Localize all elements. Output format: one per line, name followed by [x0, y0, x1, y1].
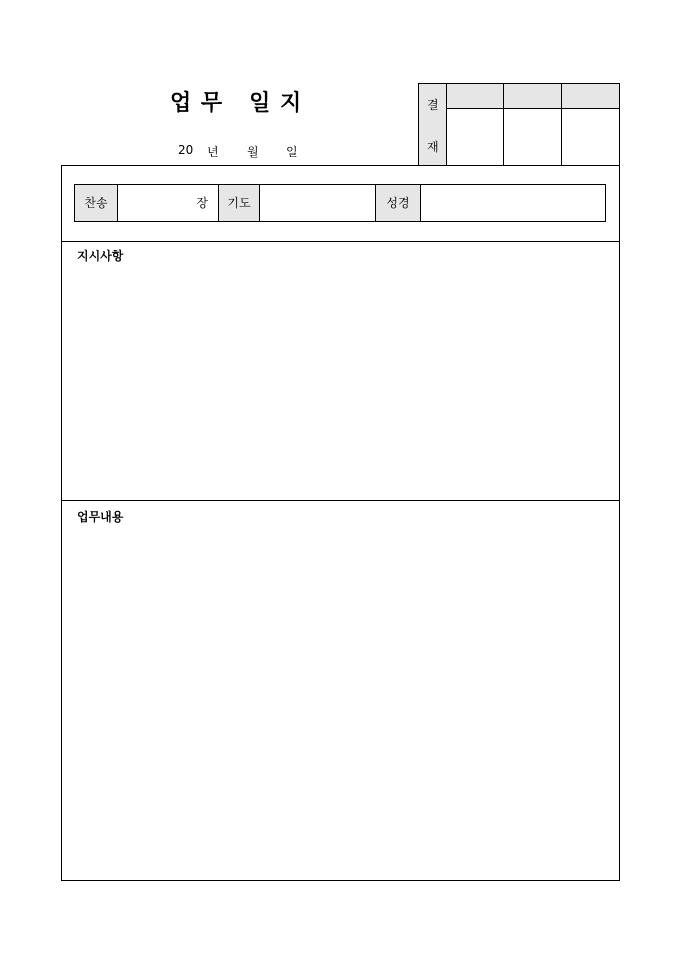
approval-label-top: 결	[427, 98, 439, 112]
worship-row	[74, 184, 606, 222]
section-divider	[62, 241, 619, 242]
work-content-area[interactable]	[62, 528, 619, 878]
date-year-label: 년	[207, 145, 219, 159]
page-title: 업 무 일 지	[170, 90, 303, 116]
approval-divider	[503, 84, 504, 165]
hymn-field[interactable]	[117, 185, 218, 221]
hymn-label: 찬송	[75, 185, 117, 221]
instructions-title: 지시사항	[77, 249, 124, 263]
approval-label-bottom: 재	[427, 140, 439, 154]
approval-divider	[561, 84, 562, 165]
approval-box	[418, 83, 620, 166]
prayer-label: 기도	[218, 185, 259, 221]
instructions-area[interactable]	[62, 266, 619, 500]
journal-body	[61, 165, 620, 881]
scripture-field[interactable]	[420, 185, 605, 221]
date-month-label: 월	[247, 145, 259, 159]
prayer-field[interactable]	[259, 185, 375, 221]
date-day-label: 일	[286, 145, 298, 159]
hymn-unit: 장	[196, 196, 208, 210]
section-divider	[62, 500, 619, 501]
scripture-label: 성경	[375, 185, 420, 221]
approval-header-row	[447, 84, 619, 109]
date-year-prefix: 20	[178, 143, 194, 157]
approval-label-column	[419, 84, 447, 165]
work-content-title: 업무내용	[77, 510, 124, 524]
